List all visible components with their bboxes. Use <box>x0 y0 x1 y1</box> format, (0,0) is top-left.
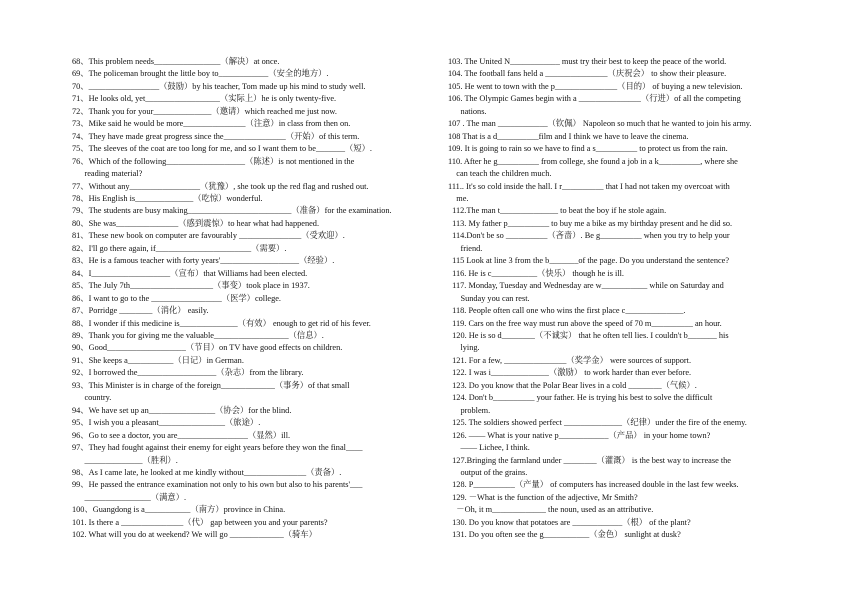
question-line: 72、Thank you for your______________（邀请）which reached me just now. <box>72 106 337 116</box>
question-line: 93、This Minister is in charge of the foreign_____________（事务）of that small <box>72 380 350 390</box>
question-line: me. <box>448 193 469 203</box>
question-line: 113. My father p__________ to buy me a bike as my birthday present and he did so. <box>448 218 733 228</box>
question-line: 84、I___________________（宣布）that Williams had been elected. <box>72 268 308 278</box>
question-line: 96、Go to see a doctor, you are_________________（显然）ill. <box>72 430 291 440</box>
question-line: 77、Without any_________________（犹豫）, she took up the red flag and rushed out. <box>72 181 369 191</box>
question-line: 102. What will you do at weekend? We will go _____________（骑车） <box>72 530 317 540</box>
question-line: problem. <box>448 405 491 415</box>
question-line: can teach the children much. <box>448 169 552 179</box>
question-line: 95、I wish you a pleasant________________（旅途）. <box>72 418 261 428</box>
question-line: 104. The football fans held a _______________（庆祝会） to show their pleasure. <box>448 69 727 79</box>
question-line: 105. He went to town with the p_______________（目的） of buying a new television. <box>448 81 743 91</box>
question-line: 123. Do you know that the Polar Bear lives in a cold ________（气候）. <box>448 380 697 390</box>
question-line: 122. I was i______________（激励） to work harder than ever before. <box>448 368 692 378</box>
question-line: 71、He looks old, yet__________________（实际上）he is only twenty-five. <box>72 94 337 104</box>
question-line: 83、He is a famous teacher with forty years'___________________（经验）. <box>72 256 335 266</box>
question-line: 110. After he g__________ from college, she found a job in a k__________, where she <box>448 156 738 166</box>
question-line: 118. People often call one who wins the first place c______________. <box>448 306 686 316</box>
question-line: 85、The July 7th____________________（事变）took place in 1937. <box>72 281 310 291</box>
question-line: Sunday you can rest. <box>448 293 530 303</box>
question-line: 114.Don't be so __________（吝啬）. Be g__________ when you try to help your <box>448 231 730 241</box>
question-line: 107 . The man ____________（钦佩） Napoleon so much that he wanted to join his army. <box>448 119 752 129</box>
question-line: 98、As I came late, he looked at me kindly without_______________（责备）. <box>72 467 342 477</box>
question-line: 103. The United N____________ must try their best to keep the peace of the world. <box>448 57 727 66</box>
left-column <box>72 56 417 542</box>
question-line: friend. <box>448 243 483 253</box>
question-line: 117. Monday, Tuesday and Wednesday are w___________ while on Saturday and <box>448 281 724 291</box>
question-line: 70、_________________（鼓励）by his teacher, Tom made up his mind to study well. <box>72 81 366 91</box>
question-line: 75、The sleeves of the coat are too long for me, and so I want them to be_______（短）. <box>72 144 372 154</box>
question-line: 126. —— What is your native p____________（产品） in your home town? <box>448 430 711 440</box>
question-line: 97、They had fought against their enemy for eight years before they won the final____ <box>72 443 363 453</box>
question-line: 80、She was_______________（感到震惊）to hear what had happened. <box>72 218 320 228</box>
question-line: 128. P__________（产量） of computers has increased double in the last few weeks. <box>448 480 739 490</box>
question-line: 116. He is c___________（快乐） though he is ill. <box>448 268 625 278</box>
question-line: output of the grains. <box>448 467 528 477</box>
question-line: 78、His English is______________（吃惊）wonderful. <box>72 193 263 203</box>
question-line: 94、We have set up an________________（协会）for the blind. <box>72 405 292 415</box>
question-line: 125. The soldiers showed perfect ______________（纪律）under the fire of the enemy. <box>448 418 747 428</box>
question-line: ________________（满意）. <box>72 492 187 502</box>
question-line: 106. The Olympic Games begin with a _______________（行进）of all the competing <box>448 94 741 104</box>
question-line: 81、These new book on computer are favourably _______________（受欢迎）. <box>72 231 345 241</box>
question-line: 124. Don't b__________ your father. He is trying his best to solve the difficult <box>448 393 713 403</box>
question-line: 108 That is a d__________film and I think we have to leave the cinema. <box>448 131 689 141</box>
question-line: 91、She keeps a___________（日记）in German. <box>72 355 244 365</box>
question-line: country. <box>72 393 112 403</box>
question-line: 74、They have made great progress since the_______________（开始）of this term. <box>72 131 360 141</box>
question-line: 87、Porridge ________（消化） easily. <box>72 306 209 316</box>
question-line: 89、Thank you for giving me the valuable__________________（信息）. <box>72 330 324 340</box>
question-line: 92、I borrowed the___________________（杂志）from the library. <box>72 368 304 378</box>
question-line: 115 Look at line 3 from the b_______of the page. Do you understand the sentence? <box>448 256 730 266</box>
question-line: reading material? <box>72 169 143 179</box>
question-line: 129. －What is the function of the adjective, Mr Smith? <box>448 492 638 502</box>
question-line: lying. <box>448 343 480 353</box>
question-line: 86、I want to go to the _________________（医学）college. <box>72 293 282 303</box>
question-line: 82、I'll go there again, if_______________________（需要）. <box>72 243 287 253</box>
right-column <box>448 56 793 542</box>
question-line: 69、The policeman brought the little boy to____________（安全的地方）. <box>72 69 329 79</box>
question-line: —— Lichee, I think. <box>448 443 530 453</box>
question-line: 131. Do you often see the g___________（金色） sunlight at dusk? <box>448 530 681 540</box>
question-line: 101. Is there a _______________（代） gap between you and your parents? <box>72 517 328 527</box>
question-line: 120. He is so d________（不诚实） that he often tell lies. I couldn't b_______ his <box>448 330 729 340</box>
question-line: 68、This problem needs________________（解决）at once. <box>72 57 280 66</box>
question-line: 127.Bringing the farmland under ________（灌溉） is the best way to increase the <box>448 455 731 465</box>
question-line: 99、He passed the entrance examination not only to his own but also to his parents'___ <box>72 480 363 490</box>
question-line: 88、I wonder if this medicine is______________（有效） enough to get rid of his fever. <box>72 318 371 328</box>
question-line: 130. Do you know that potatoes are ____________（根） of the plant? <box>448 517 691 527</box>
question-line: ______________（胜利）. <box>72 455 178 465</box>
question-line: 90、Good___________________（节目）on TV have good effects on children. <box>72 343 343 353</box>
question-line: 100、Guangdong is a___________（南方）province in China. <box>72 505 286 515</box>
question-line: 112.The man t______________ to beat the boy if he stole again. <box>448 206 667 216</box>
question-line: －Oh, it m_____________ the noun, used as an attributive. <box>448 505 654 515</box>
question-line: 109. It is going to rain so we have to find a s__________ to protect us from the rain. <box>448 144 728 154</box>
question-line: 119. Cars on the free way must run above the speed of 70 m__________ an hour. <box>448 318 722 328</box>
question-line: 121. For a few, _______________（奖学金） were sources of support. <box>448 355 692 365</box>
question-line: 76、Which of the following___________________（陈述）is not mentioned in the <box>72 156 355 166</box>
question-line: 111.. It's so cold inside the hall. I r__________ that I had not taken my overcoat with <box>448 181 730 191</box>
question-line: nations. <box>448 106 487 116</box>
question-line: 73、Mike said he would be more_______________（注意）in class from then on. <box>72 119 351 129</box>
question-line: 79、The students are busy making_________________________（准备）for the examination. <box>72 206 392 216</box>
